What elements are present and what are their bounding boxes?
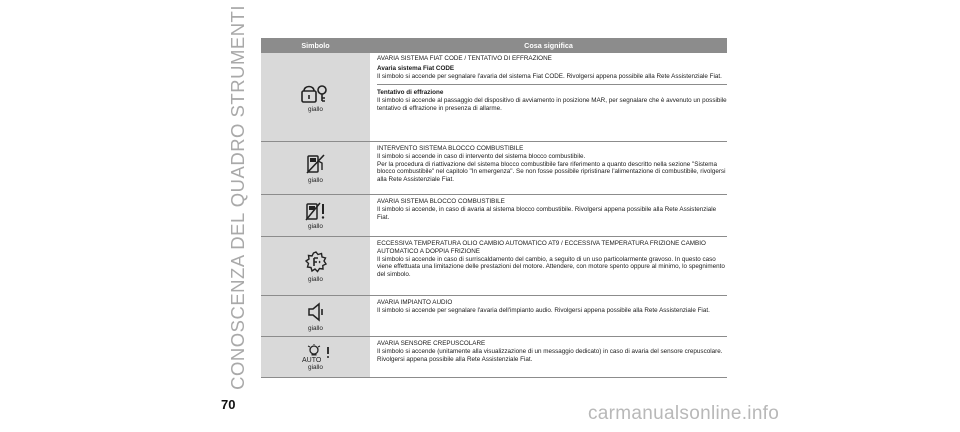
meaning-cell: [371, 195, 727, 236]
symbol-cell: [261, 142, 371, 194]
meaning-cell: [371, 142, 727, 194]
meaning-cell: [371, 53, 727, 141]
row-title: INTERVENTO SISTEMA BLOCCO COMBUSTIBILE: [377, 145, 524, 152]
sub-heading: Avaria sistema Fiat CODE: [377, 64, 455, 72]
fuel-cutoff-failure-icon: [305, 201, 327, 221]
row-text: Il simbolo si accende, in caso di avaria al sistema blocco combustibile. Rivolgersi appena possibile alla Rete Assistenziale Fiat.: [377, 205, 717, 221]
symbol-cell: [261, 195, 371, 236]
side-chapter-title: [218, 4, 258, 390]
auto-label: AUTO: [301, 356, 321, 362]
sub-heading: Tentativo di effrazione: [377, 89, 444, 97]
warning-symbols-table: [261, 38, 727, 378]
row-text: Il simbolo si accende in caso di intervento del sistema blocco combustibile. Per la procedura di riattivazione del sistema blocco combustibile fare riferimento a quanto descritto nella sezione "Sistema blocco combustibile" nel capitolo "In emergenza". Se non fosse possibile ripristinare l'alimentazione di combustibile, rivolgersi alla Rete Assistenziale Fiat.: [377, 152, 726, 184]
table-row: [261, 195, 727, 237]
header-symbol: Simbolo: [301, 41, 330, 50]
sub-text: Il simbolo si accende per segnalare l'avaria del sistema Fiat CODE. Rivolgersi appena possibile alla Rete Assistenziale Fiat.: [377, 72, 722, 80]
sub-section: [377, 63, 727, 85]
table-row: [261, 337, 727, 378]
table-row: [261, 296, 727, 337]
row-title: AVARIA SENSORE CREPUSCOLARE: [377, 340, 486, 347]
symbol-cell: [261, 296, 371, 336]
symbol-color-label: giallo: [308, 223, 323, 230]
symbol-cell: [261, 53, 371, 141]
meaning-cell: [371, 337, 727, 377]
row-text: Il simbolo si accende (unitamente alla visualizzazione di un messaggio dedicato) in caso di avaria del sensore crepuscolare. Rivolgersi appena possibile alla Rete Assistenziale Fiat.: [377, 347, 723, 363]
symbol-color-label: giallo: [308, 275, 323, 283]
symbol-color-label: giallo: [308, 363, 323, 371]
sub-section: [377, 84, 727, 116]
immobilizer-key-lock-icon: [301, 82, 331, 104]
symbol-color-label: giallo: [308, 105, 323, 113]
row-title: AVARIA SISTEMA BLOCCO COMBUSTIBILE: [377, 198, 505, 205]
row-title: ECCESSIVA TEMPERATURA OLIO CAMBIO AUTOMATICO AT9 / ECCESSIVA TEMPERATURA FRIZIONE CAMBIO AUTOMATICO A DOPPIA FRIZIONE: [377, 240, 706, 255]
footer-watermark: carmanualsonline.info: [588, 403, 780, 424]
table-row: [261, 142, 727, 195]
table-header: [261, 38, 727, 53]
symbol-cell: [261, 337, 371, 377]
row-text: Il simbolo si accende per segnalare l'avaria dell'impianto audio. Rivolgersi appena possibile alla Rete Assistenziale Fiat.: [377, 306, 710, 314]
header-meaning: Cosa significa: [524, 41, 573, 50]
twilight-sensor-auto-icon: [299, 344, 333, 362]
sub-text: Il simbolo si accende al passaggio del dispositivo di avviamento in posizione MAR, per segnalare che è avvenuto un possibile tentativo di effrazione in presenza di allarme.: [377, 97, 727, 112]
table-row: [261, 237, 727, 296]
transmission-overheat-icon: [304, 250, 328, 274]
symbol-color-label: giallo: [308, 324, 323, 332]
meaning-cell: [371, 237, 727, 295]
chapter-title-text: CONOSCENZA DEL QUADRO STRUMENTI: [227, 4, 248, 390]
row-title: AVARIA IMPIANTO AUDIO: [377, 299, 453, 306]
speaker-audio-icon: [307, 301, 325, 323]
meaning-cell: [371, 296, 727, 336]
row-title: AVARIA SISTEMA FIAT CODE / TENTATIVO DI EFFRAZIONE: [377, 55, 552, 62]
fuel-cutoff-icon: [306, 153, 326, 175]
symbol-color-label: giallo: [308, 176, 323, 184]
symbol-cell: [261, 237, 371, 295]
page-number: 70: [221, 397, 236, 412]
row-text: Il simbolo si accende in caso di surriscaldamento del cambio, a seguito di un uso particolarmente gravoso. In questo caso viene effettuata una limitazione delle prestazioni del motore. Attendere, con motore spento oppure al minimo, lo spegnimento del simbolo.: [377, 255, 725, 279]
table-row: [261, 53, 727, 142]
